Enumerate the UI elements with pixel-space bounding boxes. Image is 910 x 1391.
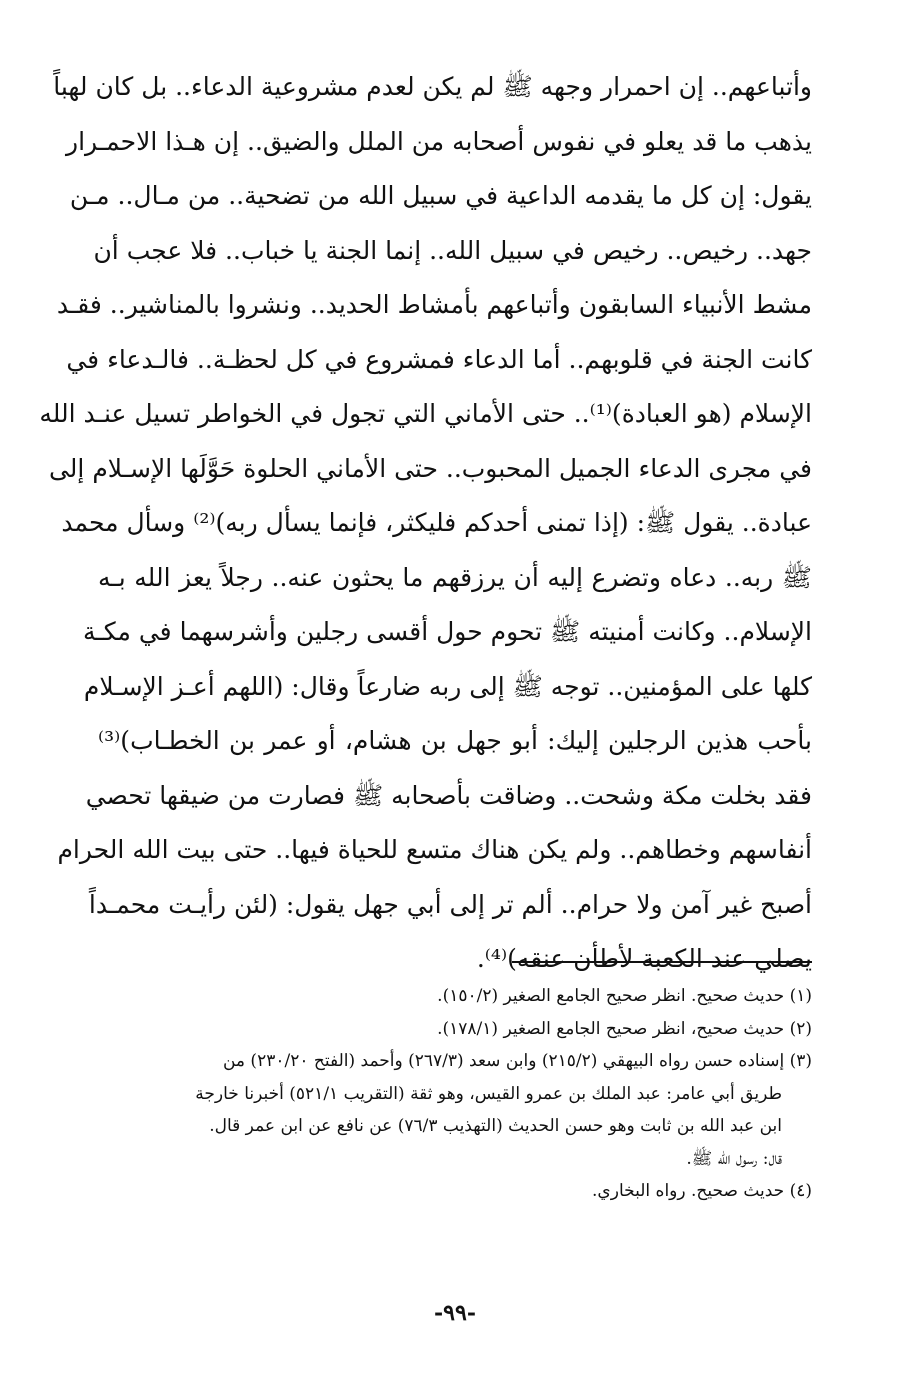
text-line: بأحب هذين الرجلين إليك: أبو جهل بن هشام، أو عمر بن الخطـاب)⁽³⁾ — [98, 726, 812, 755]
text-line: أنفاسهم وخطاهم.. ولم يكن هناك متسع للحياة فيها.. حتى بيت الله الحرام — [57, 835, 812, 864]
main-text — [39, 60, 812, 987]
text-line: الإسلام (هو العبادة)⁽¹⁾.. حتى الأماني التي تجول في الخواطر تسيل عنـد الله — [39, 399, 812, 428]
text-line: فقد بخلت مكة وشحت.. وضاقت بأصحابه ﷺ فصارت من ضيقها تحصي — [85, 780, 812, 810]
text-line: كانت الجنة في قلوبهم.. أما الدعاء فمشروع في كل لحظـة.. فالـدعاء في — [66, 344, 812, 374]
footnote-1: (١) حديث صحيح. انظر صحيح الجامع الصغير (١٥٠/٢). — [437, 986, 812, 1006]
text-line: ﷺ ربه.. دعاه وتضرع إليه أن يرزقهم ما يحثون عنه.. رجلاً يعز الله بـه — [98, 562, 812, 592]
text-line: مشط الأنبياء السابقون وأتباعهم بأمشاط الحديد.. ونشروا بالمناشير.. فقـد — [56, 290, 812, 319]
page-number: -٩٩- — [434, 1300, 476, 1326]
footnote-3-continuation: ابن عبد الله بن ثابت وهو حسن الحديث (التهذيب ٧٦/٣) عن نافع عن ابن عمر قال. — [209, 1116, 782, 1136]
footnote-3: (٣) إسناده حسن رواه البيهقي (٢١٥/٢) وابن سعد (٢٦٧/٣) وأحمد (الفتح ٢٣٠/٢٠) من — [222, 1051, 812, 1071]
text-line: في مجرى الدعاء الجميل المحبوب.. حتى الأماني الحلوة حَوَّلَها الإسـلام إلى — [48, 453, 812, 483]
footnote-4: (٤) حديث صحيح. رواه البخاري. — [592, 1181, 812, 1201]
footnote-2: (٢) حديث صحيح، انظر صحيح الجامع الصغير (١٧٨/١). — [437, 1018, 812, 1039]
footnote-3-continuation: قال: رسول الله ﷺ. — [686, 1148, 782, 1169]
text-line: الإسلام.. وكانت أمنيته ﷺ تحوم حول أقسى رجلين وأشرسهما في مكـة — [82, 617, 812, 646]
footnotes — [98, 980, 812, 1208]
footnote-separator — [512, 961, 812, 963]
text-line: كلها على المؤمنين.. توجه ﷺ إلى ربه ضارعاً وقال: (اللهم أعـز الإسـلام — [83, 671, 812, 701]
text-line: جهد.. رخيص.. رخيص في سبيل الله.. إنما الجنة يا خباب.. فلا عجب أن — [93, 235, 812, 265]
text-line: يذهب ما قد يعلو في نفوس أصحابه من الملل والضيق.. إن هـذا الاحمـرار — [66, 126, 812, 156]
text-line: أصبح غير آمن ولا حرام.. ألم تر إلى أبي جهل يقول: (لئن رأيـت محمـداً — [88, 889, 812, 919]
footnote-3-continuation: طريق أبي عامر: عبد الملك بن عمرو القيس، وهو ثقة (التقريب ٥٢١/١) أخبرنا خارجة — [195, 1083, 782, 1104]
text-line: يصلي عند الكعبة لأطأن عنقه)⁽⁴⁾. — [476, 944, 812, 973]
text-line: وأتباعهم.. إن احمرار وجهه ﷺ لم يكن لعدم مشروعية الدعاء.. بل كان لهباً — [53, 72, 812, 101]
text-line: عبادة.. يقول ﷺ: (إذا تمنى أحدكم فليكثر، فإنما يسأل ربه)⁽²⁾ وسأل محمد — [61, 508, 812, 537]
text-line: يقول: إن كل ما يقدمه الداعية في سبيل الله من تضحية.. من مـال.. مـن — [69, 181, 812, 210]
